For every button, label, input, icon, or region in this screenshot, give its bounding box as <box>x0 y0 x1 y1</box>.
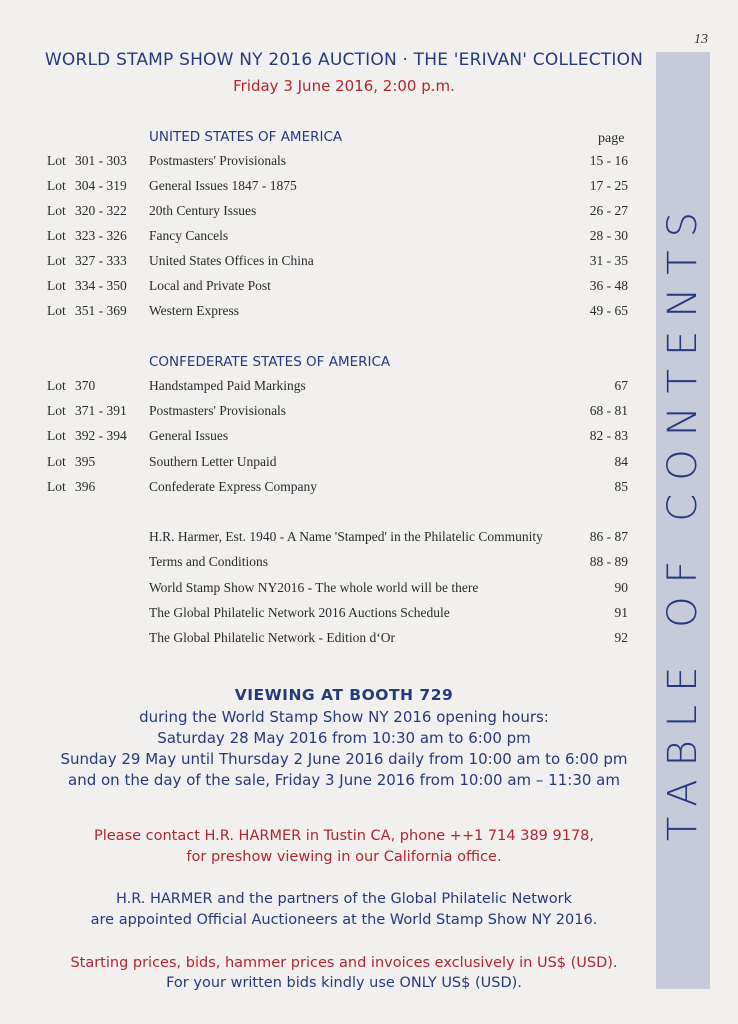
toc-row[interactable] <box>0 153 688 173</box>
viewing-line: Saturday 28 May 2016 from 10:30 am to 6:00 pm <box>157 729 531 747</box>
lot-range: 334 - 350 <box>75 278 127 293</box>
section-title: General Issues 1847 - 1875 <box>149 178 297 193</box>
lot-label: Lot <box>47 153 66 168</box>
page-range: 67 <box>614 378 628 393</box>
lot-label: Lot <box>47 203 66 218</box>
usa-section-heading: UNITED STATES OF AMERICA <box>149 129 343 145</box>
section-title: H.R. Harmer, Est. 1940 - A Name 'Stamped' in the Philatelic Community <box>149 529 543 544</box>
section-title: Handstamped Paid Markings <box>149 378 306 393</box>
auction-date: Friday 3 June 2016, 2:00 p.m. <box>233 77 455 95</box>
section-title: Postmasters' Provisionals <box>149 403 287 418</box>
page-range: 68 - 81 <box>589 403 628 418</box>
lot-range: 327 - 333 <box>75 253 127 268</box>
lot-label: Lot <box>47 454 66 469</box>
page-range: 49 - 65 <box>589 303 628 318</box>
section-title: United States Offices in China <box>149 253 314 268</box>
lot-range: 371 - 391 <box>75 403 127 418</box>
currency-note: Starting prices, bids, hammer prices and invoices exclusively in US$ (USD). <box>70 955 618 971</box>
lot-label: Lot <box>47 303 66 318</box>
toc-row[interactable] <box>0 605 688 625</box>
section-title: Local and Private Post <box>149 278 271 293</box>
toc-row[interactable] <box>0 178 688 198</box>
toc-row[interactable] <box>0 378 688 398</box>
lot-range: 351 - 369 <box>75 303 127 318</box>
viewing-line: Sunday 29 May until Thursday 2 June 2016 daily from 10:00 am to 6:00 pm <box>60 750 628 768</box>
section-title: Southern Letter Unpaid <box>149 454 277 469</box>
contact-line: Please contact H.R. HARMER in Tustin CA, phone ++1 714 389 9178, <box>93 828 595 844</box>
section-title: Fancy Cancels <box>149 228 229 243</box>
lot-range: 396 <box>75 479 96 494</box>
page-column-heading: page <box>598 131 625 146</box>
contact-line: for preshow viewing in our California office. <box>186 849 502 865</box>
page-range: 92 <box>614 630 628 645</box>
lot-range: 323 - 326 <box>75 228 127 243</box>
viewing-line: and on the day of the sale, Friday 3 June 2016 from 10:00 am – 11:30 am <box>68 771 620 789</box>
page-range: 36 - 48 <box>589 278 628 293</box>
page-range: 28 - 30 <box>589 228 628 243</box>
viewing-line: during the World Stamp Show NY 2016 opening hours: <box>139 708 549 726</box>
lot-label: Lot <box>47 228 66 243</box>
lot-label: Lot <box>47 479 66 494</box>
partners-line: H.R. HARMER and the partners of the Global Philatelic Network <box>115 891 573 907</box>
toc-row[interactable] <box>0 228 688 248</box>
sidebar-label: TABLE OF CONTENTS <box>660 198 706 842</box>
lot-label: Lot <box>47 278 66 293</box>
lot-range: 320 - 322 <box>75 203 127 218</box>
catalogue-title: WORLD STAMP SHOW NY 2016 AUCTION · THE 'ERIVAN' COLLECTION <box>44 50 644 70</box>
lot-label: Lot <box>47 403 66 418</box>
partners-line: are appointed Official Auctioneers at the World Stamp Show NY 2016. <box>90 912 598 928</box>
toc-row[interactable] <box>0 580 688 600</box>
section-title: Western Express <box>149 303 240 318</box>
lot-range: 392 - 394 <box>75 428 127 443</box>
lot-label: Lot <box>47 178 66 193</box>
page-range: 85 <box>614 479 628 494</box>
page-range: 15 - 16 <box>589 153 628 168</box>
toc-row[interactable] <box>0 630 688 650</box>
viewing-title: VIEWING AT BOOTH 729 <box>234 686 454 704</box>
toc-row[interactable] <box>0 554 688 574</box>
lot-range: 301 - 303 <box>75 153 127 168</box>
lot-label: Lot <box>47 253 66 268</box>
toc-row[interactable] <box>0 529 688 549</box>
page-range: 31 - 35 <box>589 253 628 268</box>
lot-range: 395 <box>75 454 96 469</box>
section-title: General Issues <box>149 428 229 443</box>
toc-row[interactable] <box>0 303 688 323</box>
section-title: 20th Century Issues <box>149 203 257 218</box>
toc-row[interactable] <box>0 253 688 273</box>
section-title: The Global Philatelic Network 2016 Auctions Schedule <box>149 605 450 620</box>
toc-row[interactable] <box>0 428 688 448</box>
page-range: 90 <box>614 580 628 595</box>
lot-range: 304 - 319 <box>75 178 127 193</box>
page-number: 13 <box>694 32 708 47</box>
lot-label: Lot <box>47 378 66 393</box>
section-title: Confederate Express Company <box>149 479 317 494</box>
page-range: 86 - 87 <box>589 529 628 544</box>
page-range: 84 <box>614 454 628 469</box>
toc-row[interactable] <box>0 278 688 298</box>
section-title: World Stamp Show NY2016 - The whole world will be there <box>149 580 479 595</box>
page-range: 91 <box>614 605 628 620</box>
toc-row[interactable] <box>0 403 688 423</box>
lot-label: Lot <box>47 428 66 443</box>
page-range: 82 - 83 <box>589 428 628 443</box>
section-title: Terms and Conditions <box>149 554 269 569</box>
toc-row[interactable] <box>0 203 688 223</box>
page-range: 17 - 25 <box>589 178 628 193</box>
toc-row[interactable] <box>0 454 688 474</box>
lot-range: 370 <box>75 378 96 393</box>
section-title: The Global Philatelic Network - Edition d‘Or <box>149 630 395 645</box>
written-bids-note: For your written bids kindly use ONLY US$ (USD). <box>166 975 522 991</box>
csa-section-heading: CONFEDERATE STATES OF AMERICA <box>149 354 391 370</box>
page-range: 26 - 27 <box>589 203 628 218</box>
page-range: 88 - 89 <box>589 554 628 569</box>
toc-row[interactable] <box>0 479 688 499</box>
section-title: Postmasters' Provisionals <box>149 153 287 168</box>
